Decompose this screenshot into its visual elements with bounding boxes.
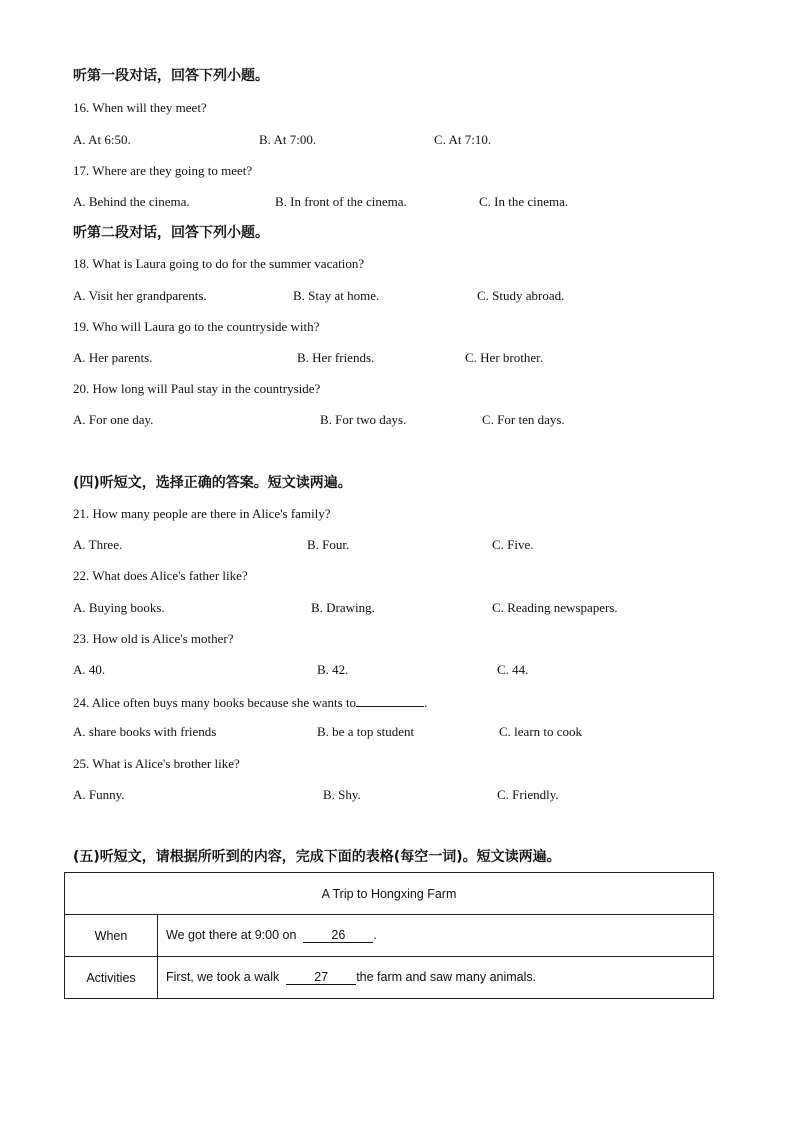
question-24 [73,693,427,711]
q25-option-b: B. Shy. [323,787,361,802]
section-heading-5: (五)听短文，请根据所听到的内容，完成下面的表格(每空一词)。短文读两遍。 [73,849,561,865]
row-content-activities [158,957,714,999]
when-text-after: . [373,928,377,942]
q21-option-b: B. Four. [307,537,350,552]
question-17: 17. Where are they going to meet? [73,163,253,178]
q17-option-a: A. Behind the cinema. [73,194,190,209]
q19-option-b: B. Her friends. [297,350,375,365]
activities-text-after: the farm and saw many animals. [356,970,537,984]
q22-option-c: C. Reading newspapers. [492,600,618,615]
q19-option-c: C. Her brother. [465,350,543,365]
section-heading-1: 听第一段对话，回答下列小题。 [73,68,269,84]
row-label-when: When [65,915,158,957]
q23-option-b: B. 42. [317,662,349,677]
section-heading-4: (四)听短文，选择正确的答案。短文读两遍。 [73,475,352,491]
q20-option-a: A. For one day. [73,412,154,427]
table-row [65,915,714,957]
q24-option-a: A. share books with friends [73,724,217,739]
q21-option-c: C. Five. [492,537,534,552]
question-25: 25. What is Alice's brother like? [73,756,240,771]
q16-option-a: A. At 6:50. [73,132,131,147]
q17-option-c: C. In the cinema. [479,194,569,209]
q18-option-b: B. Stay at home. [293,288,380,303]
q22-option-a: A. Buying books. [73,600,165,615]
q24-option-c: C. learn to cook [499,724,583,739]
answer-blank [356,693,424,707]
q17-option-b: B. In front of the cinema. [275,194,407,209]
table-title: A Trip to Hongxing Farm [65,873,714,915]
question-23: 23. How old is Alice's mother? [73,631,234,646]
question-22: 22. What does Alice's father like? [73,568,248,583]
blank-26: 26 [303,928,373,943]
question-24-text: 24. Alice often buys many books because she wants to [73,695,357,710]
activities-text-before: First, we took a walk [166,970,280,984]
question-24-tail: . [424,695,428,710]
question-16: 16. When will they meet? [73,100,207,115]
q22-option-b: B. Drawing. [311,600,375,615]
table-row [65,957,714,999]
question-19: 19. Who will Laura go to the countryside with? [73,319,320,334]
row-content-when [158,915,714,957]
q21-option-a: A. Three. [73,537,123,552]
q19-option-a: A. Her parents. [73,350,153,365]
q16-option-b: B. At 7:00. [259,132,317,147]
q25-option-c: C. Friendly. [497,787,559,802]
when-text-before: We got there at 9:00 on [166,928,297,942]
row-label-activities: Activities [65,957,158,999]
farm-trip-table [64,872,714,999]
question-20: 20. How long will Paul stay in the countryside? [73,381,321,396]
q16-option-c: C. At 7:10. [434,132,492,147]
section-heading-2: 听第二段对话，回答下列小题。 [73,225,269,241]
q23-option-c: C. 44. [497,662,529,677]
question-21: 21. How many people are there in Alice's family? [73,506,331,521]
question-18: 18. What is Laura going to do for the summer vacation? [73,256,365,271]
q24-option-b: B. be a top student [317,724,415,739]
table-title-row [65,873,714,915]
q18-option-a: A. Visit her grandparents. [73,288,207,303]
q20-option-c: C. For ten days. [482,412,565,427]
q18-option-c: C. Study abroad. [477,288,565,303]
q20-option-b: B. For two days. [320,412,407,427]
q25-option-a: A. Funny. [73,787,125,802]
q23-option-a: A. 40. [73,662,106,677]
blank-27: 27 [286,970,356,985]
